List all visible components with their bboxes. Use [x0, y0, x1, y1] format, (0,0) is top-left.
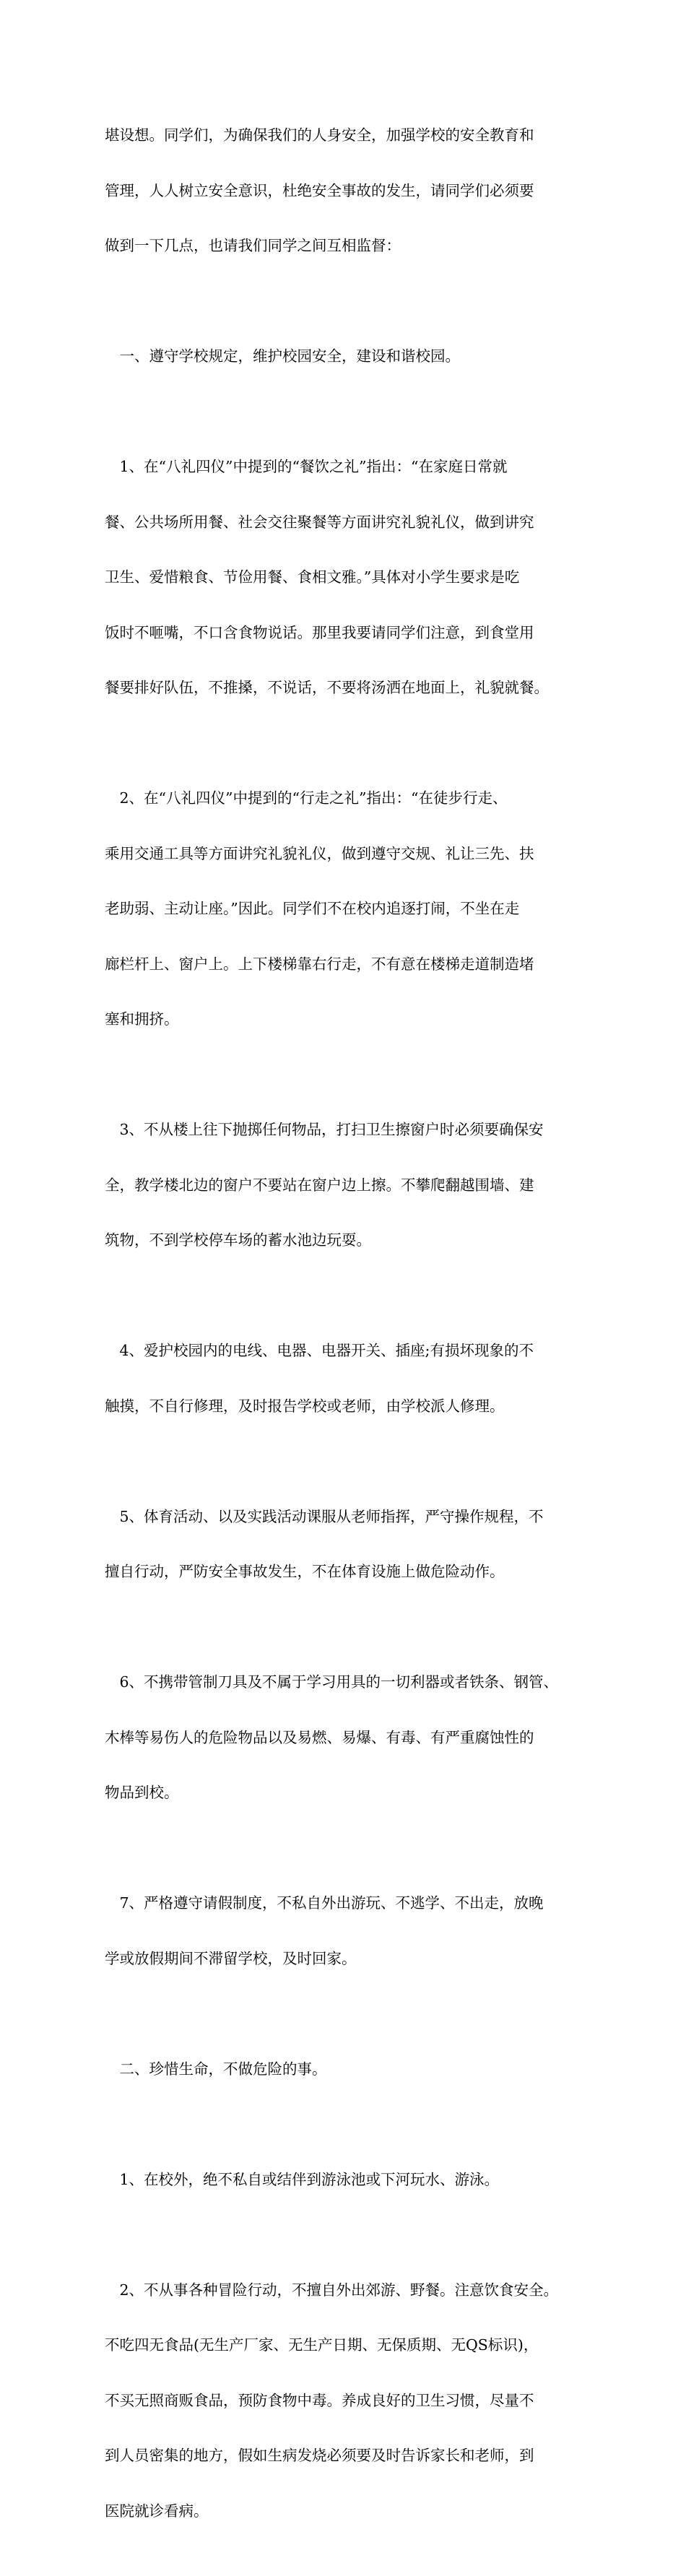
- text-line: 3、不从楼上往下抛掷任何物品，打扫卫生擦窗户时必须要确保安: [105, 1121, 544, 1138]
- text-line: 管理，人人树立安全意识，杜绝安全事故的发生，请同学们必须要: [105, 181, 534, 199]
- paragraph-item-2-1: [105, 2134, 585, 2226]
- paragraph-item-2-2: [105, 2245, 585, 2558]
- paragraph-item-1-3: [105, 1084, 585, 1287]
- paragraph-item-1-4: [105, 1305, 585, 1452]
- text-line: 物品到校。: [105, 1784, 179, 1801]
- text-line: 触摸，不自行修理，及时报告学校或老师，由学校派人修理。: [105, 1397, 505, 1415]
- text-line: 2、不从事各种冒险行动，不擅自外出郊游、野餐。注意饮食安全。: [105, 2281, 559, 2299]
- section-heading-1: [105, 311, 585, 403]
- text-line: 不买无照商贩食品，预防食物中毒。养成良好的卫生习惯，尽量不: [105, 2391, 534, 2409]
- paragraph-item-1-7: [105, 1857, 585, 2005]
- text-line: 餐要排好队伍，不推搡，不说话，不要将汤洒在地面上，礼貌就餐。: [105, 679, 549, 696]
- text-line: 到人员密集的地方，假如生病发烧必须要及时告诉家长和老师，到: [105, 2447, 534, 2464]
- text-line: 老助弱、主动让座。”因此。同学们不在校内追逐打闹，不坐在走: [105, 900, 520, 917]
- text-line: 2、在“八礼四仪”中提到的“行走之礼”指出：“在徒步行走、: [105, 789, 508, 807]
- text-line: 1、在“八礼四仪”中提到的“餐饮之礼”指出：“在家庭日常就: [105, 458, 508, 475]
- text-line: 廊栏杆上、窗户上。上下楼梯靠右行走，不有意在楼梯走道制造堵: [105, 955, 534, 973]
- document-page: [105, 90, 585, 2576]
- text-line: 擅自行动，严防安全事故发生，不在体育设施上做危险动作。: [105, 1563, 505, 1580]
- text-line: 乘用交通工具等方面讲究礼貌礼仪，做到遵守交规、礼让三先、扶: [105, 844, 534, 862]
- text-line: 筑物，不到学校停车场的蓄水池边玩耍。: [105, 1231, 371, 1249]
- section-heading-2: [105, 2024, 585, 2116]
- text-line: 餐、公共场所用餐、社会交往聚餐等方面讲究礼貌礼仪，做到讲究: [105, 513, 534, 531]
- paragraph-item-1-5: [105, 1471, 585, 1618]
- text-line: 5、体育活动、以及实践活动课服从老师指挥，严守操作规程，不: [105, 1507, 544, 1525]
- text-line: 不吃四无食品(无生产厂家、无生产日期、无保质期、无QS标识)，: [105, 2336, 539, 2354]
- text-line: 饭时不咂嘴，不口含食物说话。那里我要请同学们注意，到食堂用: [105, 623, 534, 641]
- paragraph-intro: [105, 90, 585, 292]
- paragraph-item-1-1: [105, 421, 585, 734]
- text-line: 木棒等易伤人的危险物品以及易燃、易爆、有毒、有严重腐蚀性的: [105, 1728, 534, 1746]
- text-line: 塞和拥挤。: [105, 1010, 179, 1028]
- text-line: 一、遵守学校规定，维护校园安全，建设和谐校园。: [105, 347, 460, 365]
- text-line: 1、在校外，绝不私自或结伴到游泳池或下河玩水、游泳。: [105, 2170, 500, 2188]
- text-line: 堪设想。同学们，为确保我们的人身安全，加强学校的安全教育和: [105, 126, 534, 144]
- text-line: 6、不携带管制刀具及不属于学习用具的一切利器或者铁条、钢管、: [105, 1673, 559, 1691]
- paragraph-item-1-2: [105, 753, 585, 1066]
- text-line: 4、爱护校园内的电线、电器、电器开关、插座;有损坏现象的不: [105, 1342, 534, 1359]
- text-line: 7、严格遵守请假制度，不私自外出游玩、不逃学、不出走，放晚: [105, 1894, 544, 1912]
- text-line: 医院就诊看病。: [105, 2502, 209, 2520]
- text-line: 二、珍惜生命，不做危险的事。: [105, 2060, 327, 2078]
- text-line: 全，教学楼北边的窗户不要站在窗户边上擦。不攀爬翻越围墙、建: [105, 1176, 534, 1194]
- text-line: 做到一下几点，也请我们同学之间互相监督：: [105, 237, 401, 254]
- paragraph-item-1-6: [105, 1636, 585, 1839]
- text-line: 学或放假期间不滞留学校，及时回家。: [105, 1949, 357, 1967]
- text-line: 卫生、爱惜粮食、节俭用餐、食相文雅。”具体对小学生要求是吃: [105, 568, 520, 586]
